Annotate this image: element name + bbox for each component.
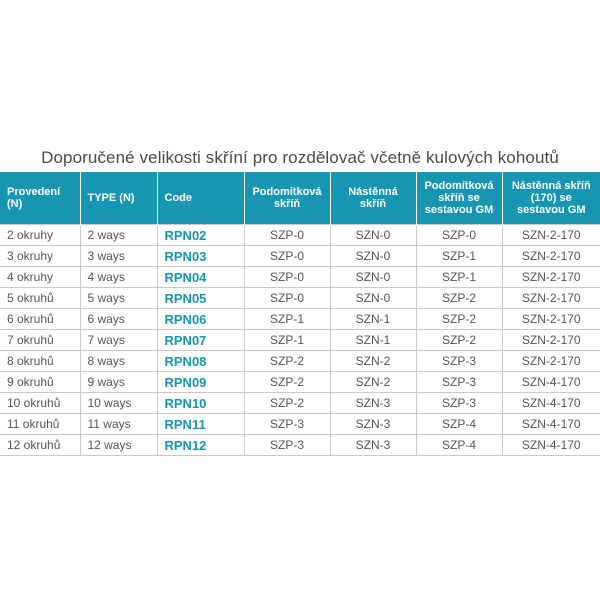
cell-type: 10 ways	[80, 393, 157, 414]
cell-provedeni: 2 okruhy	[0, 225, 80, 246]
cell-nastenna-skrin-170-gm: SZN-2-170	[502, 351, 600, 372]
cell-podomitkova-skrin-gm: SZP-2	[416, 309, 502, 330]
cell-nastenna-skrin-170-gm: SZN-4-170	[502, 372, 600, 393]
table-row	[0, 330, 600, 351]
cell-nastenna-skrin: SZN-3	[330, 393, 416, 414]
table-row	[0, 435, 600, 456]
table-row	[0, 267, 600, 288]
cell-type: 12 ways	[80, 435, 157, 456]
cell-nastenna-skrin: SZN-1	[330, 330, 416, 351]
cell-podomitkova-skrin: SZP-1	[244, 309, 330, 330]
cell-provedeni: 10 okruhů	[0, 393, 80, 414]
cell-nastenna-skrin-170-gm: SZN-2-170	[502, 330, 600, 351]
cell-nastenna-skrin-170-gm: SZN-2-170	[502, 267, 600, 288]
table-row	[0, 351, 600, 372]
cell-nastenna-skrin: SZN-2	[330, 351, 416, 372]
cell-nastenna-skrin: SZN-0	[330, 225, 416, 246]
cell-nastenna-skrin-170-gm: SZN-4-170	[502, 435, 600, 456]
cell-type: 6 ways	[80, 309, 157, 330]
cell-code: RPN11	[157, 414, 244, 435]
cell-nastenna-skrin: SZN-0	[330, 288, 416, 309]
cell-code: RPN12	[157, 435, 244, 456]
cell-podomitkova-skrin-gm: SZP-3	[416, 393, 502, 414]
cell-nastenna-skrin-170-gm: SZN-2-170	[502, 225, 600, 246]
cell-podomitkova-skrin-gm: SZP-1	[416, 267, 502, 288]
table-row	[0, 246, 600, 267]
cell-podomitkova-skrin-gm: SZP-2	[416, 330, 502, 351]
table-row	[0, 414, 600, 435]
cell-nastenna-skrin: SZN-2	[330, 372, 416, 393]
col-header-podomitkova-skrin: Podomítková skříň	[244, 172, 330, 225]
cell-podomitkova-skrin: SZP-2	[244, 351, 330, 372]
cell-podomitkova-skrin-gm: SZP-0	[416, 225, 502, 246]
cell-podomitkova-skrin: SZP-0	[244, 225, 330, 246]
cell-nastenna-skrin: SZN-0	[330, 246, 416, 267]
cell-podomitkova-skrin: SZP-3	[244, 435, 330, 456]
cell-podomitkova-skrin: SZP-0	[244, 267, 330, 288]
cell-nastenna-skrin-170-gm: SZN-2-170	[502, 246, 600, 267]
cell-podomitkova-skrin: SZP-3	[244, 414, 330, 435]
cell-type: 2 ways	[80, 225, 157, 246]
cell-provedeni: 9 okruhů	[0, 372, 80, 393]
cabinet-size-table	[0, 172, 600, 456]
cell-code: RPN04	[157, 267, 244, 288]
cell-podomitkova-skrin: SZP-2	[244, 372, 330, 393]
cell-nastenna-skrin-170-gm: SZN-2-170	[502, 309, 600, 330]
table-row	[0, 288, 600, 309]
table-header-row	[0, 172, 600, 225]
cell-code: RPN05	[157, 288, 244, 309]
cell-code: RPN06	[157, 309, 244, 330]
cell-nastenna-skrin: SZN-0	[330, 267, 416, 288]
col-header-nastenna-skrin: Nástěnná skříň	[330, 172, 416, 225]
table-row	[0, 309, 600, 330]
table-row	[0, 372, 600, 393]
table-title: Doporučené velikosti skříní pro rozdělovač včetně kulových kohoutů	[41, 148, 559, 167]
cell-provedeni: 7 okruhů	[0, 330, 80, 351]
cell-nastenna-skrin-170-gm: SZN-2-170	[502, 288, 600, 309]
cell-nastenna-skrin: SZN-3	[330, 435, 416, 456]
cell-type: 8 ways	[80, 351, 157, 372]
cell-podomitkova-skrin-gm: SZP-3	[416, 351, 502, 372]
cell-provedeni: 12 okruhů	[0, 435, 80, 456]
cell-podomitkova-skrin-gm: SZP-4	[416, 414, 502, 435]
cell-type: 9 ways	[80, 372, 157, 393]
cell-type: 7 ways	[80, 330, 157, 351]
cell-podomitkova-skrin-gm: SZP-2	[416, 288, 502, 309]
cell-podomitkova-skrin-gm: SZP-3	[416, 372, 502, 393]
cell-type: 4 ways	[80, 267, 157, 288]
cell-code: RPN08	[157, 351, 244, 372]
cell-type: 5 ways	[80, 288, 157, 309]
cell-code: RPN03	[157, 246, 244, 267]
table-row	[0, 225, 600, 246]
col-header-type: TYPE (N)	[80, 172, 157, 225]
cell-code: RPN07	[157, 330, 244, 351]
cell-provedeni: 3 okruhy	[0, 246, 80, 267]
cell-podomitkova-skrin-gm: SZP-4	[416, 435, 502, 456]
cell-podomitkova-skrin: SZP-0	[244, 288, 330, 309]
cell-nastenna-skrin: SZN-1	[330, 309, 416, 330]
col-header-code: Code	[157, 172, 244, 225]
cell-podomitkova-skrin-gm: SZP-1	[416, 246, 502, 267]
cell-code: RPN09	[157, 372, 244, 393]
cell-type: 11 ways	[80, 414, 157, 435]
cell-nastenna-skrin: SZN-3	[330, 414, 416, 435]
cell-nastenna-skrin-170-gm: SZN-4-170	[502, 414, 600, 435]
cell-podomitkova-skrin: SZP-1	[244, 330, 330, 351]
col-header-provedeni: Provedení (N)	[0, 172, 80, 225]
cell-nastenna-skrin-170-gm: SZN-4-170	[502, 393, 600, 414]
cell-podomitkova-skrin: SZP-2	[244, 393, 330, 414]
cell-provedeni: 8 okruhů	[0, 351, 80, 372]
cell-provedeni: 5 okruhů	[0, 288, 80, 309]
cell-provedeni: 4 okruhy	[0, 267, 80, 288]
col-header-nastenna-skrin-170-gm: Nástěnná skříň (170) se sestavou GM	[502, 172, 600, 225]
table-row	[0, 393, 600, 414]
col-header-podomitkova-skrin-gm: Podomítková skříň se sestavou GM	[416, 172, 502, 225]
cell-provedeni: 11 okruhů	[0, 414, 80, 435]
cell-code: RPN10	[157, 393, 244, 414]
cell-code: RPN02	[157, 225, 244, 246]
cell-provedeni: 6 okruhů	[0, 309, 80, 330]
cell-type: 3 ways	[80, 246, 157, 267]
table-body	[0, 225, 600, 456]
cell-podomitkova-skrin: SZP-0	[244, 246, 330, 267]
